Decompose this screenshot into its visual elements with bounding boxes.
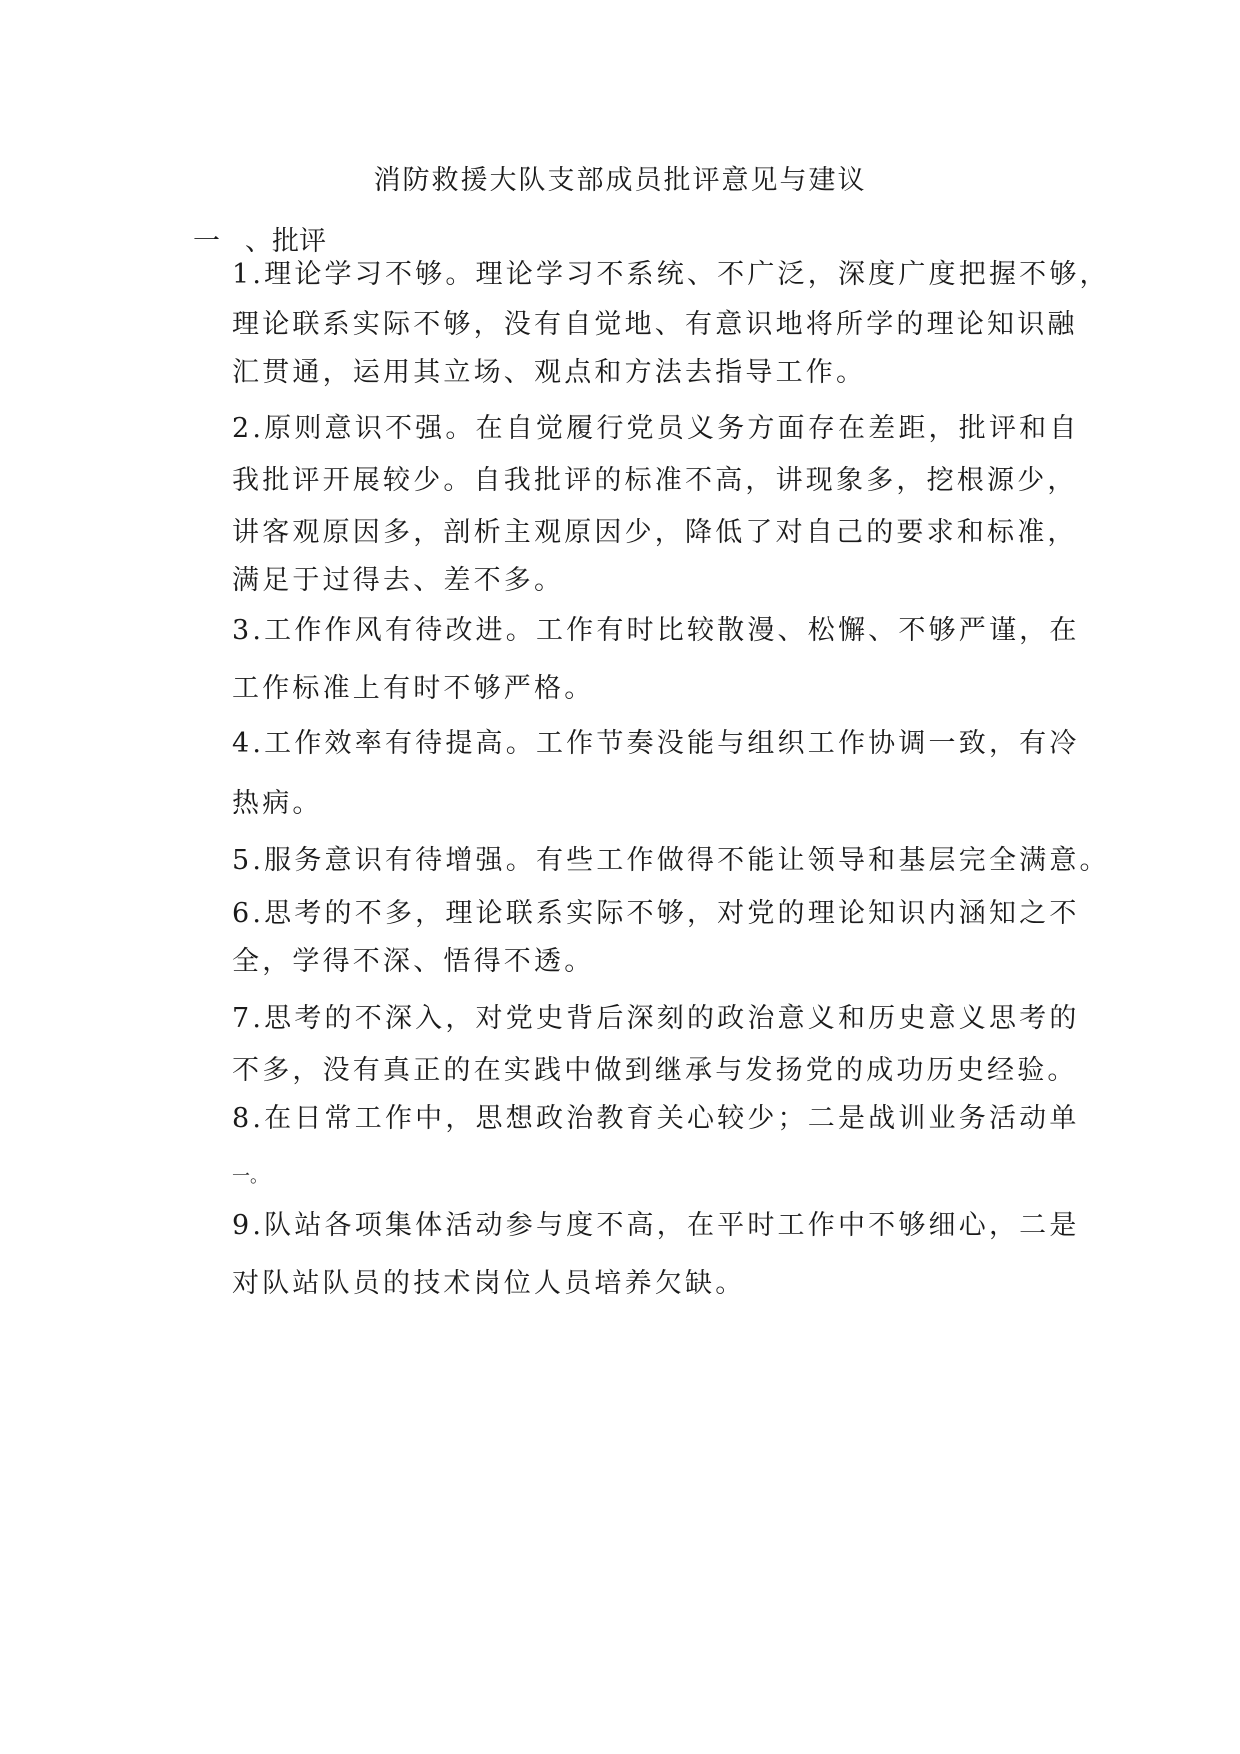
text-line: 汇贯通，运用其立场、观点和方法去指导工作。	[232, 357, 867, 388]
text-line: 理论联系实际不够，没有自觉地、有意识地将所学的理论知识融	[232, 309, 1078, 340]
text-line: 对队站队员的技术岗位人员培养欠缺。	[232, 1268, 746, 1299]
text-line: 不多，没有真正的在实践中做到继承与发扬党的成功历史经验。	[232, 1055, 1078, 1086]
text-line: 我批评开展较少。自我批评的标准不高，讲现象多，挖根源少，	[232, 465, 1078, 496]
text-line: 7.思考的不深入，对党史背后深刻的政治意义和历史意义思考的	[232, 1003, 1080, 1034]
text-line: 9.队站各项集体活动参与度不高，在平时工作中不够细心，二是	[232, 1210, 1080, 1241]
text-line: 2.原则意识不强。在自觉履行党员义务方面存在差距，批评和自	[232, 413, 1080, 444]
document-title: 消防救援大队支部成员批评意见与建议	[373, 165, 867, 196]
text-line: 热病。	[232, 788, 323, 819]
text-line: 3.工作作风有待改进。工作有时比较散漫、松懈、不够严谨，在	[232, 615, 1080, 646]
text-line: 满足于过得去、差不多。	[232, 565, 565, 596]
section-number: 一	[193, 226, 220, 257]
text-line: 6.思考的不多，理论联系实际不够，对党的理论知识内涵知之不	[232, 898, 1080, 929]
text-line: 5.服务意识有待增强。有些工作做得不能让领导和基层完全满意。	[232, 845, 1110, 876]
text-line: 4.工作效率有待提高。工作节奏没能与组织工作协调一致，有冷	[232, 728, 1080, 759]
section-label: 、批评	[245, 226, 326, 257]
text-line: 全，学得不深、悟得不透。	[232, 946, 595, 977]
text-line: 1.理论学习不够。理论学习不系统、不广泛，深度广度把握不够，	[232, 259, 1110, 290]
text-line: 工作标准上有时不够严格。	[232, 673, 595, 704]
text-line: 8.在日常工作中，思想政治教育关心较少；二是战训业务活动单	[232, 1103, 1080, 1134]
text-line: 一。	[232, 1166, 268, 1187]
text-line: 讲客观原因多，剖析主观原因少，降低了对自己的要求和标准，	[232, 517, 1078, 548]
